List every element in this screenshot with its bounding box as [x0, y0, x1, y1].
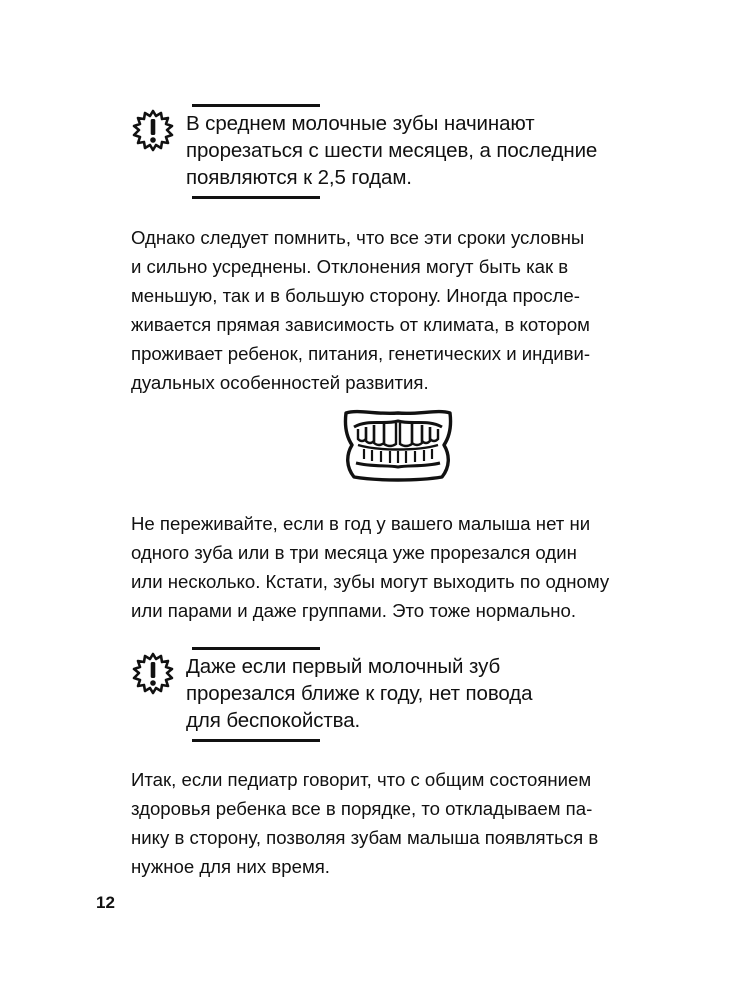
paragraph-3	[131, 765, 671, 881]
paragraph-2	[131, 509, 671, 625]
paragraph-line: меньшую, так и в большую сторону. Иногда просле-	[131, 285, 580, 306]
callout-bottom-rule	[192, 196, 320, 199]
callout-top-rule	[192, 104, 320, 107]
exclamation-badge-icon	[130, 651, 176, 697]
paragraph-line: нужное для них время.	[131, 856, 330, 877]
page-number: 12	[96, 893, 115, 912]
callout-top-rule	[192, 647, 320, 650]
callout-line: прорезался ближе к году, нет повода	[186, 682, 533, 705]
paragraph-line: Однако следует помнить, что все эти сроки условны	[131, 227, 585, 248]
paragraph-line: проживает ребенок, питания, генетических и индиви-	[131, 343, 591, 364]
teeth-icon	[338, 405, 458, 485]
callout-line: Даже если первый молочный зуб	[186, 655, 501, 678]
callout-line: для беспокойства.	[186, 709, 361, 732]
paragraph-line: Не переживайте, если в год у вашего малыша нет ни	[131, 513, 591, 534]
paragraph-line: нику в сторону, позволяя зубам малыша появляться в	[131, 827, 599, 848]
paragraph-line: или парами и даже группами. Это тоже нормально.	[131, 600, 577, 621]
callout-line: появляются к 2,5 годам.	[186, 166, 412, 189]
callout-text	[186, 653, 532, 734]
paragraph-line: одного зуба или в три месяца уже прорезался один	[131, 542, 577, 563]
paragraph-line: здоровья ребенка все в порядке, то откладываем па-	[131, 798, 593, 819]
paragraph-line: или несколько. Кстати, зубы могут выходить по одному	[131, 571, 610, 592]
callout-bottom-rule	[192, 739, 320, 742]
callout-text	[186, 110, 597, 191]
paragraph-line: Итак, если педиатр говорит, что с общим состоянием	[131, 769, 592, 790]
callout-line: прорезаться с шести месяцев, а последние	[186, 139, 598, 162]
paragraph-line: и сильно усреднены. Отклонения могут быть как в	[131, 256, 569, 277]
callout-line: В среднем молочные зубы начинают	[186, 112, 535, 135]
callout-note-2	[130, 643, 690, 753]
paragraph-line: дуальных особенностей развития.	[131, 372, 429, 393]
exclamation-badge-icon	[130, 108, 176, 154]
paragraph-1	[131, 223, 671, 397]
callout-note-1	[130, 100, 690, 210]
paragraph-line: живается прямая зависимость от климата, в котором	[131, 314, 590, 335]
